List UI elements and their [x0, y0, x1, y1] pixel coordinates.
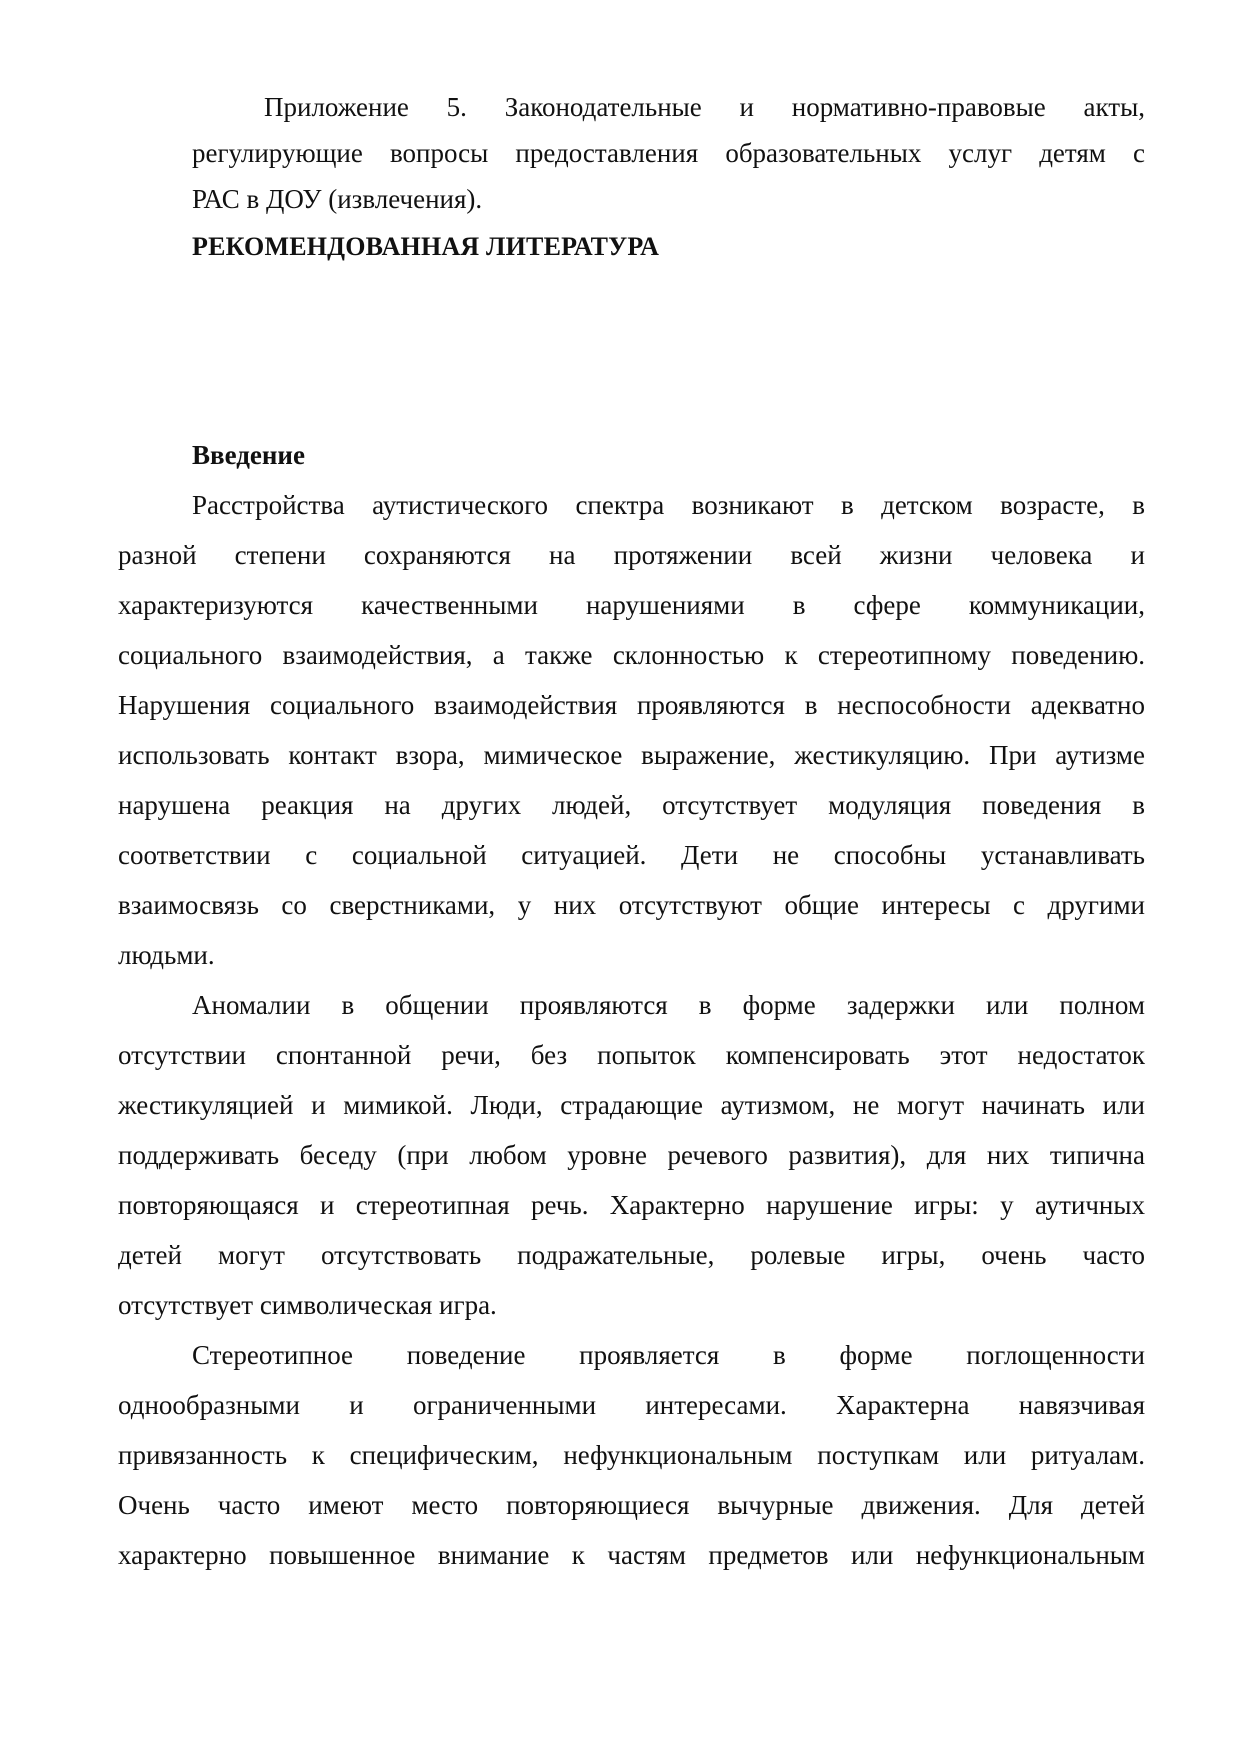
paragraph-1-line: Расстройства аутистического спектра возникают в детском возрасте, в: [192, 490, 1145, 520]
paragraph-1-line: соответствии с социальной ситуацией. Дети не способны устанавливать: [118, 840, 1145, 870]
paragraph-2-line: отсутствует символическая игра.: [118, 1290, 497, 1320]
paragraph-1-line: Нарушения социального взаимодействия проявляются в неспособности адекватно: [118, 690, 1145, 720]
paragraph-1-line: характеризуются качественными нарушениями в сфере коммуникации,: [118, 590, 1145, 620]
paragraph-1-line: людьми.: [118, 940, 215, 970]
appendix-line-3: РАС в ДОУ (извлечения).: [192, 184, 483, 214]
paragraph-1-line: разной степени сохраняются на протяжении всей жизни человека и: [118, 540, 1145, 570]
paragraph-3-line: однообразными и ограниченными интересами. Характерна навязчивая: [118, 1390, 1145, 1420]
paragraph-1-line: использовать контакт взора, мимическое выражение, жестикуляцию. При аутизме: [118, 740, 1145, 770]
paragraph-3-line: Очень часто имеют место повторяющиеся вычурные движения. Для детей: [118, 1490, 1145, 1520]
paragraph-2-line: жестикуляцией и мимикой. Люди, страдающие аутизмом, не могут начинать или: [118, 1090, 1145, 1120]
paragraph-2-line: повторяющаяся и стереотипная речь. Характерно нарушение игры: у аутичных: [118, 1190, 1145, 1220]
appendix-line-2: регулирующие вопросы предоставления образовательных услуг детям с: [192, 138, 1145, 168]
paragraph-3-line: характерно повышенное внимание к частям предметов или нефункциональным: [118, 1540, 1145, 1570]
introduction-heading: Введение: [192, 440, 305, 470]
paragraph-3-line: Стереотипное поведение проявляется в форме поглощенности: [192, 1340, 1145, 1370]
paragraph-1-line: взаимосвязь со сверстниками, у них отсутствуют общие интересы с другими: [118, 890, 1145, 920]
paragraph-2-line: детей могут отсутствовать подражательные, ролевые игры, очень часто: [118, 1240, 1145, 1270]
paragraph-2-line: Аномалии в общении проявляются в форме задержки или полном: [192, 990, 1145, 1020]
paragraph-1-line: социального взаимодействия, а также склонностью к стереотипному поведению.: [118, 640, 1145, 670]
recommended-literature-heading: РЕКОМЕНДОВАННАЯ ЛИТЕРАТУРА: [192, 232, 660, 261]
paragraph-2-line: поддерживать беседу (при любом уровне речевого развития), для них типична: [118, 1140, 1145, 1170]
paragraph-3-line: привязанность к специфическим, нефункциональным поступкам или ритуалам.: [118, 1440, 1145, 1470]
appendix-line-1: Приложение 5. Законодательные и нормативно-правовые акты,: [264, 92, 1145, 122]
paragraph-2-line: отсутствии спонтанной речи, без попыток компенсировать этот недостаток: [118, 1040, 1145, 1070]
paragraph-1-line: нарушена реакция на других людей, отсутствует модуляция поведения в: [118, 790, 1145, 820]
